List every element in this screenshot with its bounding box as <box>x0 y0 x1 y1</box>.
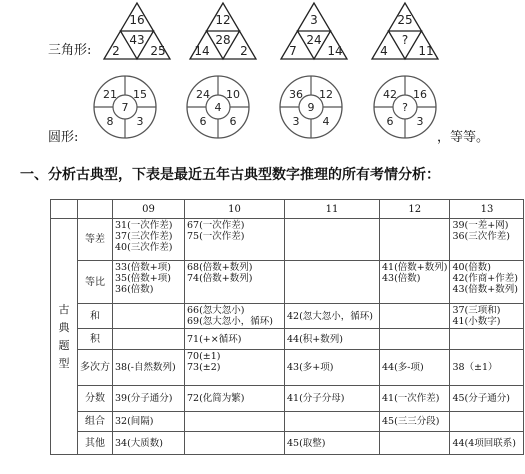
circle-top-left-value: 36 <box>289 88 303 101</box>
triangles-label: 三角形: <box>48 43 92 58</box>
category-label: 组合 <box>78 412 113 432</box>
table-cell <box>450 350 524 386</box>
circle-top-right-value: 16 <box>413 88 427 101</box>
triangle-left-value: 14 <box>194 44 210 58</box>
year-header: 13 <box>450 200 524 219</box>
triangle-top-value: 12 <box>215 13 231 27</box>
triangle-top-value: 25 <box>397 13 413 27</box>
triangle-center-value: ? <box>401 33 409 47</box>
circle-center-value: 9 <box>307 101 315 114</box>
table-cell <box>185 412 285 432</box>
cell-entry: 38（±1） <box>452 362 498 373</box>
section-heading: 一、分析古典型，下表是最近五年古典型数字推理的所有考情分析： <box>20 167 440 183</box>
cell-entry: 41(分子分母) <box>287 393 345 404</box>
table-row <box>51 386 524 412</box>
circle-center-value: ? <box>402 101 408 114</box>
cell-entry: 44(4项回联系) <box>452 437 517 449</box>
circle-bottom-left-value: 6 <box>386 115 394 128</box>
table-cell <box>380 329 450 350</box>
cell-entry: 68(倍数+数列) <box>187 262 253 273</box>
triangle-puzzle <box>190 3 256 59</box>
table-cell <box>450 386 524 412</box>
cell-entry: 39(一差+网) <box>452 220 509 231</box>
table-cell <box>285 386 380 412</box>
table-cell <box>113 386 185 412</box>
cell-entry: 33(倍数+项) <box>115 262 171 273</box>
year-header: 09 <box>113 200 185 219</box>
circles-label: 圆形: <box>48 130 79 145</box>
table-cell <box>185 350 285 386</box>
table-cell <box>450 432 524 455</box>
table-cell <box>185 261 285 304</box>
category-label: 多次方 <box>78 350 113 386</box>
table-cell <box>185 219 285 261</box>
cell-entry: 41(倍数+数列) <box>382 262 448 273</box>
circle-bottom-right-value: 3 <box>416 115 424 128</box>
cell-entry: 41(一次作差) <box>382 393 440 404</box>
circle-puzzle <box>280 76 342 138</box>
table-cell <box>380 350 450 386</box>
triangle-puzzles <box>0 0 525 80</box>
cell-entry: 36(三次作差) <box>452 231 510 242</box>
triangle-puzzle <box>281 3 347 59</box>
analysis-table <box>50 199 524 455</box>
cell-entry: 73(±2) <box>187 362 221 373</box>
triangle-left-value: 7 <box>289 44 297 58</box>
circle-top-left-value: 21 <box>103 88 117 101</box>
cell-entry: 44(多-项) <box>382 362 424 373</box>
cell-entry: 42(作商+作差) <box>452 273 518 284</box>
table-cell <box>380 432 450 455</box>
cell-entry: 66(忽大忽小) <box>187 305 245 316</box>
table-cell <box>285 304 380 329</box>
table-row <box>51 432 524 455</box>
cell-entry: 43(多+项) <box>287 362 334 373</box>
side-label-char: 典 <box>58 320 70 334</box>
cell-entry: 74(倍数+数列) <box>187 273 253 284</box>
triangle-right-value: 2 <box>240 44 248 58</box>
side-label-char: 型 <box>58 356 70 370</box>
table-cell <box>285 329 380 350</box>
circle-puzzle <box>187 76 249 138</box>
table-cell <box>450 219 524 261</box>
side-label-char: 古 <box>58 302 70 316</box>
cell-entry: 67(一次作差) <box>187 220 245 231</box>
category-label: 积 <box>78 329 113 350</box>
cell-entry: 44(积+数列) <box>287 333 343 345</box>
triangle-left-value: 4 <box>380 44 388 58</box>
table-cell <box>185 432 285 455</box>
table-cell <box>285 261 380 304</box>
table-cell <box>380 304 450 329</box>
table-cell <box>113 304 185 329</box>
table-cell <box>113 261 185 304</box>
cell-entry: 42(忽大忽小，循环) <box>287 310 374 322</box>
table-cell <box>380 412 450 432</box>
circle-bottom-right-value: 6 <box>229 115 237 128</box>
table-cell <box>113 412 185 432</box>
triangle-puzzle <box>372 3 438 59</box>
table-row <box>51 412 524 432</box>
circles-suffix: ，等等。 <box>437 130 490 145</box>
category-label: 和 <box>78 304 113 329</box>
table-cell <box>285 432 380 455</box>
cell-entry: 45(分子通分) <box>452 393 510 404</box>
table-cell <box>450 412 524 432</box>
side-label-cell <box>51 219 78 455</box>
circle-puzzle <box>94 76 156 138</box>
cell-entry: 72(化简为繁) <box>187 393 245 404</box>
cell-entry: 37(三次作差) <box>115 231 173 242</box>
circle-top-right-value: 15 <box>133 88 147 101</box>
table-header-row <box>51 200 524 219</box>
triangle-center-value: 24 <box>306 33 322 47</box>
cell-entry: 39(分子通分) <box>115 393 173 404</box>
cell-entry: 35(倍数+项) <box>115 273 171 284</box>
circle-top-left-value: 42 <box>383 88 397 101</box>
table-cell <box>113 219 185 261</box>
triangle-puzzle <box>104 3 170 59</box>
table-row <box>51 350 524 386</box>
circle-bottom-right-value: 4 <box>322 115 330 128</box>
cell-entry: 31(一次作差) <box>115 220 173 231</box>
cell-entry: 34(大质数) <box>115 437 164 449</box>
category-label: 其他 <box>78 432 113 455</box>
table-cell <box>380 386 450 412</box>
circle-bottom-left-value: 8 <box>106 115 114 128</box>
header-blank-cell <box>51 200 78 219</box>
cell-entry: 70(±1) <box>187 351 221 362</box>
table-row <box>51 304 524 329</box>
cell-entry: 43(倍数+数列) <box>452 284 518 295</box>
triangle-center-value: 28 <box>215 33 231 47</box>
circle-center-value: 4 <box>214 101 222 114</box>
triangle-top-value: 16 <box>129 13 145 27</box>
table-cell <box>113 329 185 350</box>
table-cell <box>285 219 380 261</box>
cell-entry: 37(三项和) <box>452 305 501 316</box>
table-cell <box>285 350 380 386</box>
table-cell <box>185 386 285 412</box>
cell-entry: 40(倍数) <box>452 262 491 273</box>
side-label-char: 题 <box>58 338 70 352</box>
triangle-right-value: 11 <box>418 44 434 58</box>
circle-bottom-left-value: 6 <box>199 115 207 128</box>
table-cell <box>113 350 185 386</box>
year-header: 10 <box>185 200 285 219</box>
table-cell <box>380 219 450 261</box>
cell-entry: 36(倍数) <box>115 284 154 295</box>
year-header: 11 <box>285 200 380 219</box>
table-cell <box>113 432 185 455</box>
table-row <box>51 219 524 261</box>
cell-entry: 40(三次作差) <box>115 242 173 253</box>
year-header: 12 <box>380 200 450 219</box>
cell-entry: 41(小数字) <box>452 316 501 327</box>
circle-top-right-value: 10 <box>226 88 240 101</box>
cell-entry: 45(三三分段) <box>382 416 440 427</box>
triangle-right-value: 14 <box>327 44 343 58</box>
header-blank-cell <box>78 200 113 219</box>
table-cell <box>450 304 524 329</box>
table-cell <box>380 261 450 304</box>
category-label: 分数 <box>78 386 113 412</box>
circle-puzzle <box>374 76 436 138</box>
triangle-right-value: 25 <box>150 44 166 58</box>
cell-entry: 43(倍数) <box>382 273 421 284</box>
table-cell <box>285 412 380 432</box>
cell-entry: 45(取整) <box>287 437 326 449</box>
circle-bottom-right-value: 3 <box>136 115 144 128</box>
category-label: 等差 <box>78 219 113 261</box>
table-cell <box>185 329 285 350</box>
cell-entry: 69(忽大忽小，循环) <box>187 316 274 327</box>
circle-top-right-value: 12 <box>319 88 333 101</box>
table-row <box>51 329 524 350</box>
table-cell <box>450 261 524 304</box>
circle-center-value: 7 <box>121 101 129 114</box>
cell-entry: 38(-自然数列) <box>115 362 176 373</box>
triangle-center-value: 43 <box>129 33 145 47</box>
category-label: 等比 <box>78 261 113 304</box>
circle-top-left-value: 24 <box>196 88 210 101</box>
triangle-top-value: 3 <box>310 13 318 27</box>
table-row <box>51 261 524 304</box>
cell-entry: 32(间隔) <box>115 416 154 427</box>
table-cell <box>450 329 524 350</box>
cell-entry: 75(一次作差) <box>187 231 245 242</box>
cell-entry: 71(+×循环) <box>187 333 242 345</box>
triangle-left-value: 2 <box>112 44 120 58</box>
table-cell <box>185 304 285 329</box>
circle-bottom-left-value: 3 <box>292 115 300 128</box>
